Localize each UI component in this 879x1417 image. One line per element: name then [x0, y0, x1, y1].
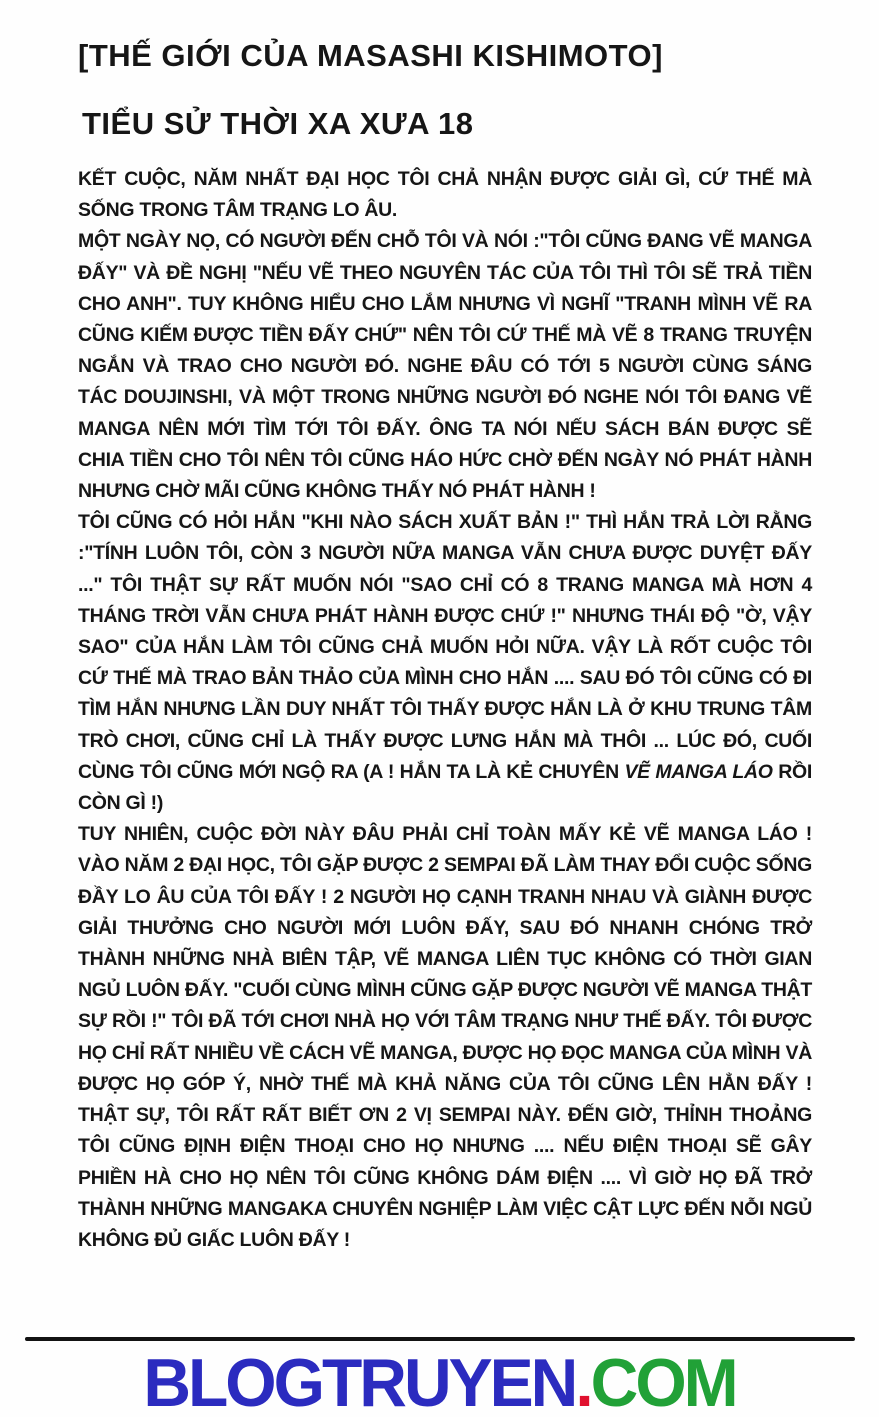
paragraph-3	[78, 507, 812, 819]
paragraph-2-text: MỘT NGÀY NỌ, CÓ NGƯỜI ĐẾN CHỖ TÔI VÀ NÓI :"TÔI CŨNG ĐANG VẼ MANGA ĐẤY" VÀ ĐỀ NGHỊ "NẾU VẼ THEO NGUYÊN TÁC CỦA TÔI THÌ TÔI SẼ TRẢ TIỀN CHO ANH". TUY KHÔNG HIỂU CHO LẮM NHƯNG VÌ NGHĨ "TRANH MÌNH VẼ RA CŨNG KIẾM ĐƯỢC TIỀN ĐẤY CHỨ" NÊN TÔI CỨ THẾ MÀ VẼ 8 TRANG TRUYỆN NGẮN VÀ TRAO CHO NGƯỜI ĐÓ. NGHE ĐÂU CÓ TỚI 5 NGƯỜI CÙNG SÁNG TÁC DOUJINSHI, VÀ MỘT TRONG NHỮNG NGƯỜI ĐÓ NGHE NÓI TÔI ĐANG VẼ MANGA NÊN MỚI TÌM TỚI TÔI ĐẤY. ÔNG TA NÓI NẾU SÁCH BÁN ĐƯỢC SẼ CHIA TIỀN CHO TÔI NÊN TÔI CŨNG HÁO HỨC CHỜ ĐẾN NGÀY NÓ PHÁT HÀNH NHƯNG CHỜ MÃI CŨNG KHÔNG THẤY NÓ PHÁT HÀNH !	[78, 230, 812, 503]
biography-text	[78, 164, 812, 1256]
paragraph-3-text-end: RỒI CÒN GÌ !)	[78, 760, 812, 815]
paragraph-1	[78, 164, 812, 226]
logo-dot: .	[575, 1345, 591, 1417]
logo-tld: COM	[590, 1345, 736, 1417]
blogtruyen-logo	[0, 1344, 879, 1417]
paragraph-4-text: TUY NHIÊN, CUỘC ĐỜI NÀY ĐÂU PHẢI CHỈ TOÀN MẤY KẺ VẼ MANGA LÁO ! VÀO NĂM 2 ĐẠI HỌC, TÔI GẶP ĐƯỢC 2 SEMPAI ĐÃ LÀM THAY ĐỔI CUỘC SỐNG ĐẦY LO ÂU CỦA TÔI ĐẤY ! 2 NGƯỜI HỌ CẠNH TRANH NHAU VÀ GIÀNH ĐƯỢC GIẢI THƯỞNG CHO NGƯỜI MỚI LUÔN ĐẤY, SAU ĐÓ NHANH CHÓNG TRỞ THÀNH NHỮNG NHÀ BIÊN TẬP, VẼ MANGA LIÊN TỤC KHÔNG CÓ THỜI GIAN NGỦ LUÔN ĐẤY. "CUỐI CÙNG MÌNH CŨNG GẶP ĐƯỢC NGƯỜI VẼ MANGA THẬT SỰ RỒI !" TÔI ĐÃ TỚI CHƠI NHÀ HỌ VỚI TÂM TRẠNG NHƯ THẾ ĐẤY. TÔI ĐƯỢC HỌ CHỈ RẤT NHIỀU VỀ CÁCH VẼ MANGA, ĐƯỢC HỌ ĐỌC MANGA CỦA MÌNH VÀ ĐƯỢC HỌ GÓP Ý, NHỜ THẾ MÀ KHẢ NĂNG CỦA TÔI CŨNG LÊN HẲN ĐẤY ! THẬT SỰ, TÔI RẤT RẤT BIẾT ƠN 2 VỊ SEMPAI NÀY. ĐẾN GIỜ, THỈNH THOẢNG TÔI CŨNG ĐỊNH ĐIỆN THOẠI CHO HỌ NHƯNG .... NẾU ĐIỆN THOẠI SẼ GÂY PHIỀN HÀ CHO HỌ NÊN TÔI CŨNG KHÔNG DÁM ĐIỆN .... VÌ GIỜ HỌ ĐÃ TRỞ THÀNH NHỮNG MANGAKA CHUYÊN NGHIỆP LÀM VIỆC CẬT LỰC ĐẾN NỖI NGỦ KHÔNG ĐỦ GIẤC LUÔN ĐẤY !	[78, 823, 812, 1251]
paragraph-3-emphasis: VẼ MANGA LÁO	[624, 760, 773, 783]
paragraph-2	[78, 226, 812, 507]
chapter-title: TIỂU SỬ THỜI XA XƯA 18	[82, 106, 474, 141]
series-title: [THẾ GIỚI CỦA MASASHI KISHIMOTO]	[78, 38, 663, 73]
footer-divider	[25, 1337, 855, 1341]
logo-site-name: BLOGTRUYEN	[143, 1345, 576, 1417]
paragraph-3-text: TÔI CŨNG CÓ HỎI HẮN "KHI NÀO SÁCH XUẤT BẢN !" THÌ HẮN TRẢ LỜI RẰNG :"TÍNH LUÔN TÔI, CÒN 3 NGƯỜI NỮA MANGA VẪN CHƯA ĐƯỢC DUYỆT ĐẤY ..." TÔI THẬT SỰ RẤT MUỐN NÓI "SAO CHỈ CÓ 8 TRANG MANGA MÀ HƠN 4 THÁNG TRỜI VẪN CHƯA PHÁT HÀNH ĐƯỢC CHỨ !" NHƯNG THÁI ĐỘ "Ờ, VẬY SAO" CỦA HẮN LÀM TÔI CŨNG CHẢ MUỐN HỎI NỮA. VẬY LÀ RỐT CUỘC TÔI CỨ THẾ MÀ TRAO BẢN THẢO CỦA MÌNH CHO HẮN .... SAU ĐÓ TÔI CŨNG CÓ ĐI TÌM HẮN NHƯNG LẦN DUY NHẤT TÔI THẤY ĐƯỢC HẮN LÀ Ở KHU TRUNG TÂM TRÒ CHƠI, CŨNG CHỈ LÀ THẤY ĐƯỢC LƯNG HẮN MÀ THÔI ... LÚC ĐÓ, CUỐI CÙNG TÔI CŨNG MỚI NGỘ RA (A ! HẮN TA LÀ KẺ CHUYÊN	[78, 511, 812, 783]
paragraph-4	[78, 819, 812, 1256]
paragraph-1-text: KẾT CUỘC, NĂM NHẤT ĐẠI HỌC TÔI CHẢ NHẬN ĐƯỢC GIẢI GÌ, CỨ THẾ MÀ SỐNG TRONG TÂM TRẠNG LO ÂU.	[78, 168, 812, 222]
